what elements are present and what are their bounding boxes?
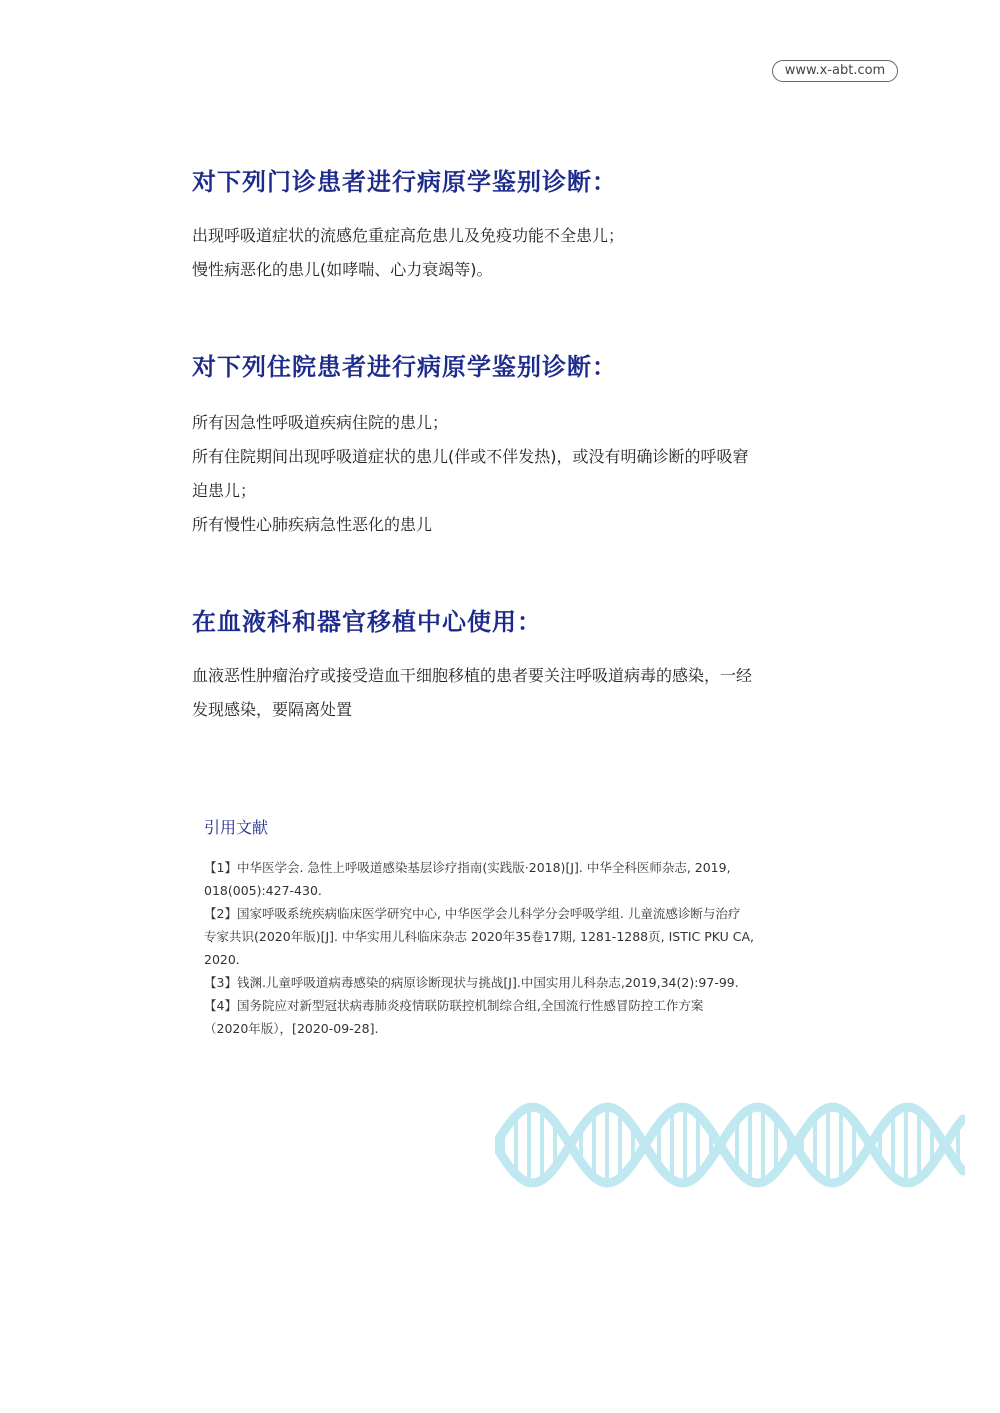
reference-2b: 专家共识(2020年版)[J]. 中华实用儿科临床杂志 2020年35卷17期, 1281-1288页, ISTIC PKU CA, <box>204 929 754 944</box>
inpatient-heading: 对下列住院患者进行病原学鉴别诊断： <box>192 353 617 381</box>
hematology-line-2: 发现感染，要隔离处置 <box>192 700 353 719</box>
inpatient-line-2: 所有住院期间出现呼吸道症状的患儿(伴或不伴发热)，或没有明确诊断的呼吸窘 <box>192 447 749 466</box>
outpatient-heading: 对下列门诊患者进行病原学鉴别诊断： <box>192 168 617 196</box>
outpatient-line-2: 慢性病恶化的患儿(如哮喘、心力衰竭等)。 <box>192 260 493 279</box>
website-url-badge: www.x-abt.com <box>772 60 898 82</box>
reference-4a: 【4】国务院应对新型冠状病毒肺炎疫情联防联控机制综合组,全国流行性感冒防控工作方案 <box>204 998 704 1013</box>
reference-1a: 【1】中华医学会. 急性上呼吸道感染基层诊疗指南(实践版·2018)[J]. 中华全科医师杂志, 2019, <box>204 860 731 875</box>
outpatient-section <box>192 162 792 287</box>
inpatient-line-3: 迫患儿； <box>192 481 257 500</box>
hematology-heading: 在血液科和器官移植中心使用： <box>192 608 542 636</box>
references-title: 引用文献 <box>204 818 269 837</box>
reference-1b: 018(005):427-430. <box>204 883 322 898</box>
hematology-line-1: 血液恶性肿瘤治疗或接受造血干细胞移植的患者要关注呼吸道病毒的感染，一经 <box>192 666 753 685</box>
hematology-section <box>192 602 792 727</box>
references <box>204 815 804 1040</box>
outpatient-line-1: 出现呼吸道症状的流感危重症高危患儿及免疫功能不全患儿； <box>192 226 625 245</box>
reference-2a: 【2】国家呼吸系统疾病临床医学研究中心, 中华医学会儿科学分会呼吸学组. 儿童流感诊断与治疗 <box>204 906 741 921</box>
inpatient-line-1: 所有因急性呼吸道疾病住院的患儿； <box>192 413 449 432</box>
inpatient-section <box>192 347 792 542</box>
reference-2c: 2020. <box>204 952 240 967</box>
dna-helix-decoration-icon <box>495 1090 965 1200</box>
inpatient-line-4: 所有慢性心肺疾病急性恶化的患儿 <box>192 515 433 534</box>
reference-3: 【3】钱渊.儿童呼吸道病毒感染的病原诊断现状与挑战[J].中国实用儿科杂志,2019,34(2):97-99. <box>204 975 739 990</box>
reference-4b: （2020年版），[2020-09-28]. <box>204 1021 379 1036</box>
